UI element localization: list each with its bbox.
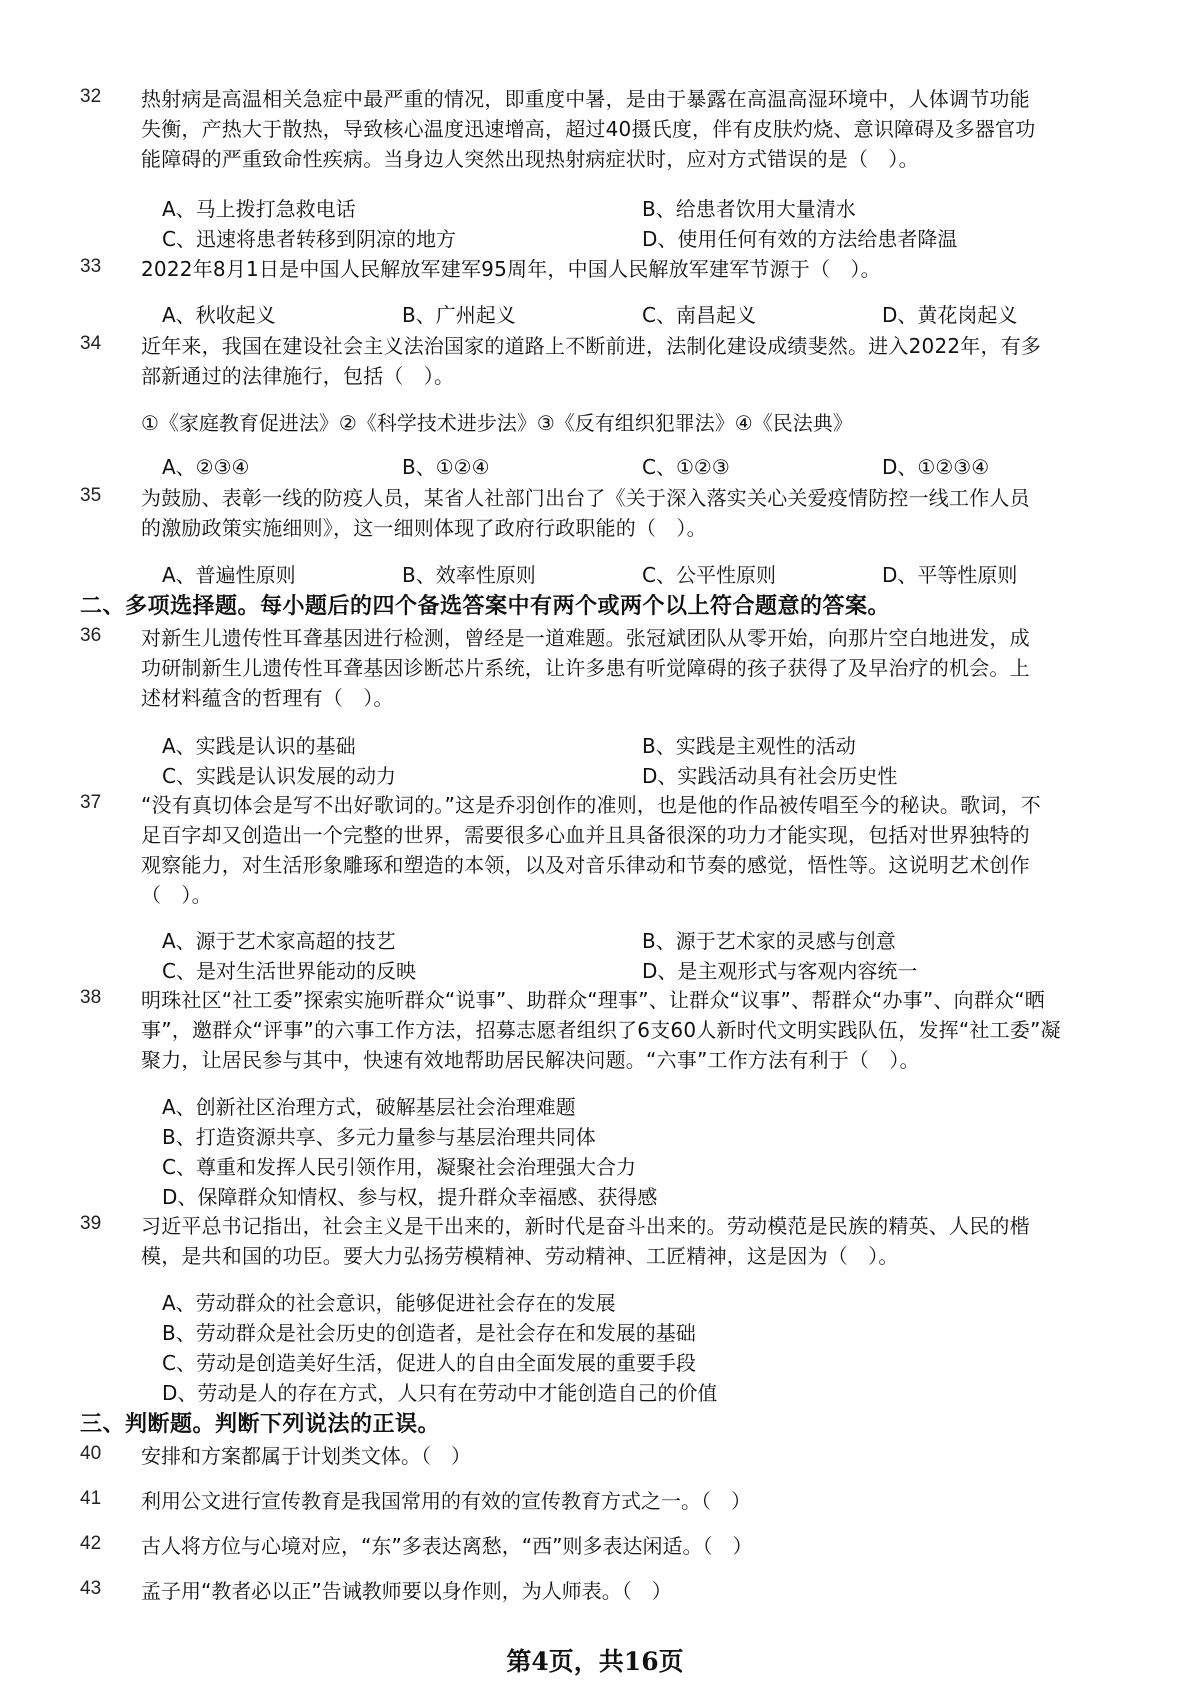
question-stem bbox=[141, 331, 1081, 391]
stem-line: 能障碍的严重致命性疾病。当身边人突然出现热射病症状时，应对方式错误的是（ ）。 bbox=[141, 147, 919, 171]
stem-line: 的激励政策实施细则》，这一细则体现了政府行政职能的（ ）。 bbox=[141, 516, 707, 540]
stem-line: （ ）。 bbox=[141, 883, 212, 907]
option-d: D、是主观形式与客观内容统一 bbox=[642, 959, 918, 983]
option-c: C、南昌起义 bbox=[642, 303, 756, 327]
question-number: 41 bbox=[80, 1488, 102, 1509]
option-c: C、是对生活世界能动的反映 bbox=[162, 959, 416, 983]
question-number: 32 bbox=[80, 86, 102, 107]
stem-line: 观察能力，对生活形象雕琢和塑造的本领，以及对音乐律动和节奏的感觉，悟性等。这说明艺术创作 bbox=[141, 853, 1030, 877]
option-b: B、效率性原则 bbox=[402, 563, 536, 587]
stem-line: 足百字却又创造出一个完整的世界，需要很多心血并且具备很深的功力才能实现，包括对世界独特的 bbox=[141, 823, 1030, 847]
stem-line: 2022年8月1日是中国人民解放军建军95周年，中国人民解放军建军节源于（ ）。 bbox=[141, 257, 881, 281]
stem-line: 模，是共和国的功臣。要大力弘扬劳模精神、劳动精神、工匠精神，这是因为（ ）。 bbox=[141, 1244, 899, 1268]
option-a: A、普遍性原则 bbox=[162, 563, 296, 587]
option-d: D、劳动是人的存在方式，人只有在劳动中才能创造自己的价值 bbox=[162, 1381, 718, 1405]
option-c: C、实践是认识发展的动力 bbox=[162, 764, 396, 788]
option-a: A、源于艺术家高超的技艺 bbox=[162, 929, 396, 953]
page-footer: 第4页，共16页 bbox=[506, 1647, 684, 1676]
option-a: A、马上拨打急救电话 bbox=[162, 197, 356, 221]
stem-line: 对新生儿遗传性耳聋基因进行检测，曾经是一道难题。张冠斌团队从零开始，向那片空白地进发，成 bbox=[141, 626, 1030, 650]
option-b: B、劳动群众是社会历史的创造者，是社会存在和发展的基础 bbox=[162, 1321, 696, 1345]
option-c: C、劳动是创造美好生活，促进人的自由全面发展的重要手段 bbox=[162, 1351, 696, 1375]
statement-text: 古人将方位与心境对应，“东”多表达离愁，“西”则多表达闲适。（ ） bbox=[141, 1534, 753, 1558]
stem-line: 热射病是高温相关急症中最严重的情况，即重度中暑，是由于暴露在高温高湿环境中，人体调节功能 bbox=[141, 87, 1030, 111]
question-stem bbox=[141, 1211, 1081, 1271]
stem-line: “没有真切体会是写不出好歌词的。”这是乔羽创作的准则，也是他的作品被传唱至今的秘诀。歌词，不 bbox=[141, 793, 1041, 817]
option-b: B、实践是主观性的活动 bbox=[642, 734, 856, 758]
option-a: A、劳动群众的社会意识，能够促进社会存在的发展 bbox=[162, 1291, 616, 1315]
question-number: 36 bbox=[80, 625, 102, 646]
question-stem bbox=[141, 623, 1081, 713]
question-stem bbox=[141, 790, 1081, 910]
option-a: A、创新社区治理方式，破解基层社会治理难题 bbox=[162, 1095, 576, 1119]
option-c: C、尊重和发挥人民引领作用，凝聚社会治理强大合力 bbox=[162, 1155, 636, 1179]
option-d: D、实践活动具有社会历史性 bbox=[642, 764, 898, 788]
question-number: 39 bbox=[80, 1213, 102, 1234]
stem-line: 聚力，让居民参与其中，快速有效地帮助居民解决问题。“六事”工作方法有利于（ ）。 bbox=[141, 1048, 920, 1072]
option-d: D、黄花岗起义 bbox=[882, 303, 1018, 327]
stem-line: 述材料蕴含的哲理有（ ）。 bbox=[141, 686, 394, 710]
option-b: B、给患者饮用大量清水 bbox=[642, 197, 856, 221]
stem-line: 事”，邀群众“评事”的六事工作方法，招募志愿者组织了6支60人新时代文明实践队伍，发挥“社工委”凝 bbox=[141, 1018, 1061, 1042]
option-b: B、①②④ bbox=[402, 455, 490, 479]
option-a: A、②③④ bbox=[162, 455, 250, 479]
option-d: D、①②③④ bbox=[882, 455, 990, 479]
option-d: D、使用任何有效的方法给患者降温 bbox=[642, 227, 958, 251]
question-stem bbox=[141, 483, 1081, 543]
stem-line: 部新通过的法律施行，包括（ ）。 bbox=[141, 364, 455, 388]
stem-line: 为鼓励、表彰一线的防疫人员，某省人社部门出台了《关于深入落实关心关爱疫情防控一线工作人员 bbox=[141, 486, 1030, 510]
option-b: B、源于艺术家的灵感与创意 bbox=[642, 929, 896, 953]
statement-text: 利用公文进行宣传教育是我国常用的有效的宣传教育方式之一。（ ） bbox=[141, 1489, 751, 1513]
question-number: 43 bbox=[80, 1578, 102, 1599]
statement-text: 安排和方案都属于计划类文体。（ ） bbox=[141, 1444, 471, 1468]
section-heading-true-false: 三、判断题。判断下列说法的正误。 bbox=[80, 1412, 441, 1437]
option-a: A、秋收起义 bbox=[162, 303, 276, 327]
question-number: 38 bbox=[80, 987, 102, 1008]
stem-line: 功研制新生儿遗传性耳聋基因诊断芯片系统，让许多患有听觉障碍的孩子获得了及早治疗的机会。上 bbox=[141, 656, 1030, 680]
option-c: C、迅速将患者转移到阴凉的地方 bbox=[162, 227, 456, 251]
section-heading-multiple-choice: 二、多项选择题。每小题后的四个备选答案中有两个或两个以上符合题意的答案。 bbox=[80, 594, 891, 619]
stem-line: 明珠社区“社工委”探索实施听群众“说事”、助群众“理事”、让群众“议事”、帮群众“办事”、向群众“晒 bbox=[141, 988, 1045, 1012]
question-number: 42 bbox=[80, 1533, 102, 1554]
option-d: D、保障群众知情权、参与权，提升群众幸福感、获得感 bbox=[162, 1185, 658, 1209]
option-a: A、实践是认识的基础 bbox=[162, 734, 356, 758]
question-items: ①《家庭教育促进法》②《科学技术进步法》③《反有组织犯罪法》④《民法典》 bbox=[141, 411, 853, 435]
stem-line: 失衡，产热大于散热，导致核心温度迅速增高，超过40摄氏度，伴有皮肤灼烧、意识障碍及多器官功 bbox=[141, 117, 1036, 141]
question-stem bbox=[141, 985, 1081, 1075]
question-number: 40 bbox=[80, 1443, 102, 1464]
question-stem bbox=[141, 254, 1081, 284]
option-c: C、公平性原则 bbox=[642, 563, 776, 587]
question-number: 37 bbox=[80, 792, 102, 813]
option-c: C、①②③ bbox=[642, 455, 730, 479]
question-number: 35 bbox=[80, 485, 102, 506]
question-number: 34 bbox=[80, 333, 102, 354]
stem-line: 习近平总书记指出，社会主义是干出来的，新时代是奋斗出来的。劳动模范是民族的精英、人民的楷 bbox=[141, 1214, 1030, 1238]
option-b: B、打造资源共享、多元力量参与基层治理共同体 bbox=[162, 1125, 596, 1149]
question-stem bbox=[141, 84, 1081, 174]
question-number: 33 bbox=[80, 256, 102, 277]
option-d: D、平等性原则 bbox=[882, 563, 1018, 587]
option-b: B、广州起义 bbox=[402, 303, 516, 327]
stem-line: 近年来，我国在建设社会主义法治国家的道路上不断前进，法制化建设成绩斐然。进入2022年，有多 bbox=[141, 334, 1042, 358]
statement-text: 孟子用“教者必以正”告诫教师要以身作则，为人师表。（ ） bbox=[141, 1579, 672, 1603]
